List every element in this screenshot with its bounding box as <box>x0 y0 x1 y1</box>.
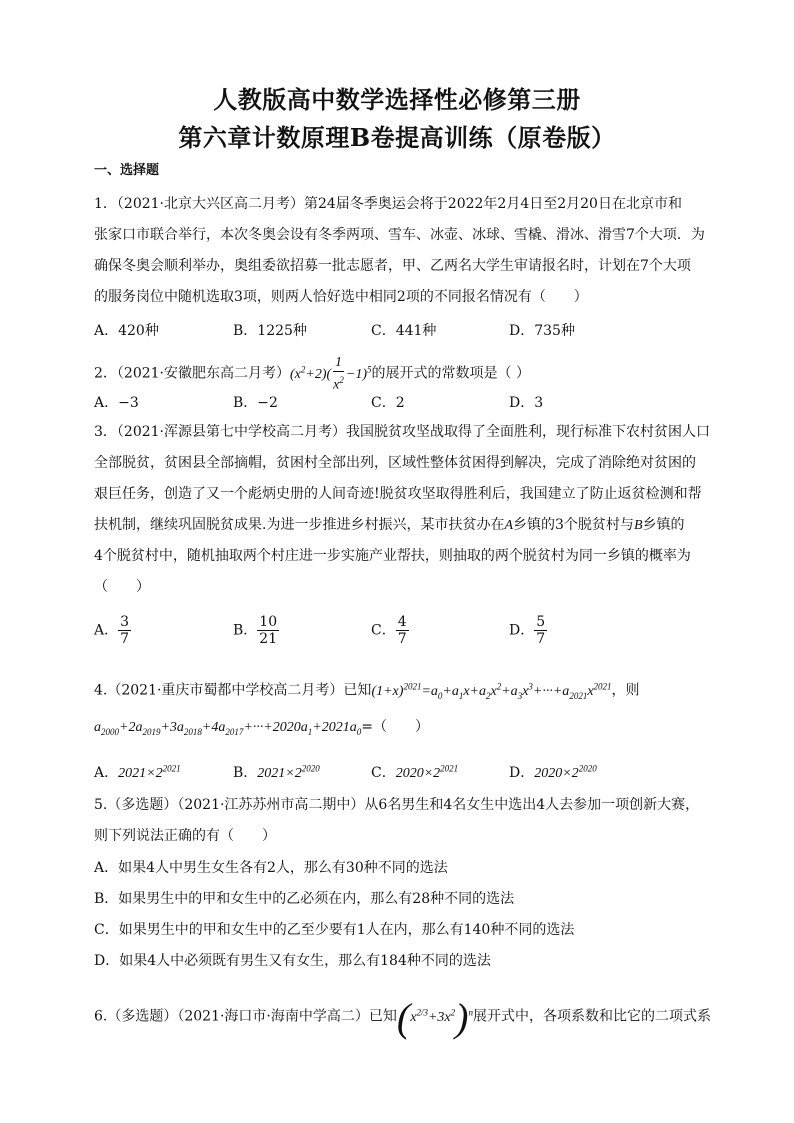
q4-line-2: $a_{2000}+2a_{2019}+3a_{2018}+4a_{2017}+\cdot\cdot\cdot+2020a_1+2021a_0=$（ ） <box>94 719 429 737</box>
document-title: 人教版高中数学选择性必修第三册 <box>213 85 581 114</box>
q2-formula: $(x^2+2)$( $\frac{1}{x^2}$ −1)$^5$ <box>290 355 372 393</box>
q2-option-d: D．3 <box>509 395 544 411</box>
q1-option-d: D．735种 <box>509 323 575 339</box>
q3-line-4-part-2: 乡镇的3个脱贫村与 <box>513 517 634 533</box>
q2-option-c: C．2 <box>371 395 405 411</box>
q5-line-2: 则下列说法正确的有（ ） <box>94 828 276 844</box>
q5-line-1: 5.（多选题）（2021·江苏苏州市高二期中）从6名男生和4名女生中选出4人去参加一项创新大赛， <box>94 797 700 813</box>
q5-option-b: B．如果男生中的甲和女生中的乙必须在内，那么有28种不同的选法 <box>94 891 515 907</box>
q3-line-1: 3．（2021·浑源县第七中学校高二月考）我国脱贫攻坚战取得了全面胜利，现行标准下农村贫困人口 <box>94 424 710 440</box>
q3-line-3: 艰巨任务，创造了又一个彪炳史册的人间奇迹!脱贫攻坚取得胜利后，我国建立了防止返贫检测和帮 <box>94 486 702 502</box>
q3-line-2: 全部脱贫，贫困县全部摘帽，贫困村全部出列，区域性整体贫困得到解决，完成了消除绝对贫困的 <box>94 455 696 471</box>
q2-option-b: B．−2 <box>233 395 278 411</box>
q4-prefix: 4.（2021·重庆市蜀都中学校高二月考）已知 <box>94 682 372 699</box>
q1-line-4: 的服务岗位中随机选取3项，则两人恰好选中相同2项的不同报名情况有（ ） <box>94 289 588 305</box>
q4-then: ，则 <box>611 682 640 699</box>
q3-line-6: （ ） <box>94 579 150 595</box>
q4-option-c: C．$2020\times 2^{2021}$ <box>371 763 459 781</box>
q1-option-a: A．420种 <box>94 323 159 339</box>
q5-option-a: A．如果4人中男生女生各有2人，那么有30种不同的选法 <box>94 860 448 876</box>
q3-line-4-part-3: 乡镇的 <box>642 517 685 533</box>
q3-option-b: B． $\frac{10}{21}$ <box>233 614 278 647</box>
q3-line-5: 4个脱贫村中，随机抽取两个村庄进一步实施产业帮扶，则抽取的两个脱贫村为同一乡镇的概率为 <box>94 548 691 564</box>
q2-stem <box>94 355 714 394</box>
q4-option-a: A．$2021\times 2^{2021}$ <box>94 763 181 781</box>
q1-option-b: B．1225种 <box>233 323 307 339</box>
document-subtitle: 第六章计数原理B卷提高训练（原卷版） <box>178 123 616 152</box>
q2-prefix: 2．（2021·安徽肥东高二月考） <box>94 365 290 382</box>
q6-prefix: 6.（多选题）（2021·海口市·海南中学高二）已知 <box>94 1008 397 1025</box>
q1-line-2: 张家口市联合举行，本次冬奥会设有冬季两项、雪车、冰壶、冰球、雪橇、滑冰、滑雪7个大项．为 <box>94 227 705 243</box>
q3-option-d: D． $\frac{5}{7}$ <box>509 614 546 647</box>
q1-line-3: 确保冬奥会顺利举办，奥组委欲招募一批志愿者，甲、乙两名大学生审请报名时，计划在7个大项 <box>94 258 691 274</box>
q5-option-d: D．如果4人中必须既有男生又有女生，那么有184种不同的选法 <box>94 953 491 969</box>
q4-line-1: 4.（2021·重庆市蜀都中学校高二月考）已知$(1+x)^{2021}=a_0+a_1x+a_2x^2+a_3x^3+\cdot\cdot\cdot+a_{2021}x^{2021}$，则 <box>94 681 640 701</box>
q3-line-4: 扶机制，继续巩固脱贫成果.为进一步推进乡村振兴，某市扶贫办在A乡镇的3个脱贫村与B乡镇的 <box>94 517 685 533</box>
q4-option-b: B．$2021\times 2^{2020}$ <box>233 763 320 781</box>
q1-line-1: 1．（2021·北京大兴区高二月考）第24届冬季奥运会将于2022年2月4日至2月20日在北京市和 <box>94 196 682 212</box>
q3-option-a: A． $\frac{3}{7}$ <box>94 614 130 647</box>
q3-line-4-part-1: 扶机制，继续巩固脱贫成果.为进一步推进乡村振兴，某市扶贫办在 <box>94 517 505 533</box>
q6-line-1: 6.（多选题）（2021·海口市·海南中学高二）已知$(x^{2/3}+3x^2)^n$展开式中，各项系数和比它的二项式系 <box>94 994 711 1040</box>
section-heading: 一、选择题 <box>94 163 160 178</box>
q6-suffix: 展开式中，各项系数和比它的二项式系 <box>472 1008 711 1025</box>
q4-option-d: D．$2020\times 2^{2020}$ <box>509 763 597 781</box>
q5-option-c: C．如果男生中的甲和女生中的乙至少要有1人在内，那么有140种不同的选法 <box>94 922 575 938</box>
q3-option-c: C． $\frac{4}{7}$ <box>371 614 407 647</box>
q2-option-a: A．−3 <box>94 395 139 411</box>
q4-tail: =（ ） <box>361 719 429 735</box>
q2-suffix: 的展开式的常数项是（ ） <box>371 365 530 382</box>
q1-option-c: C．441种 <box>371 323 437 339</box>
